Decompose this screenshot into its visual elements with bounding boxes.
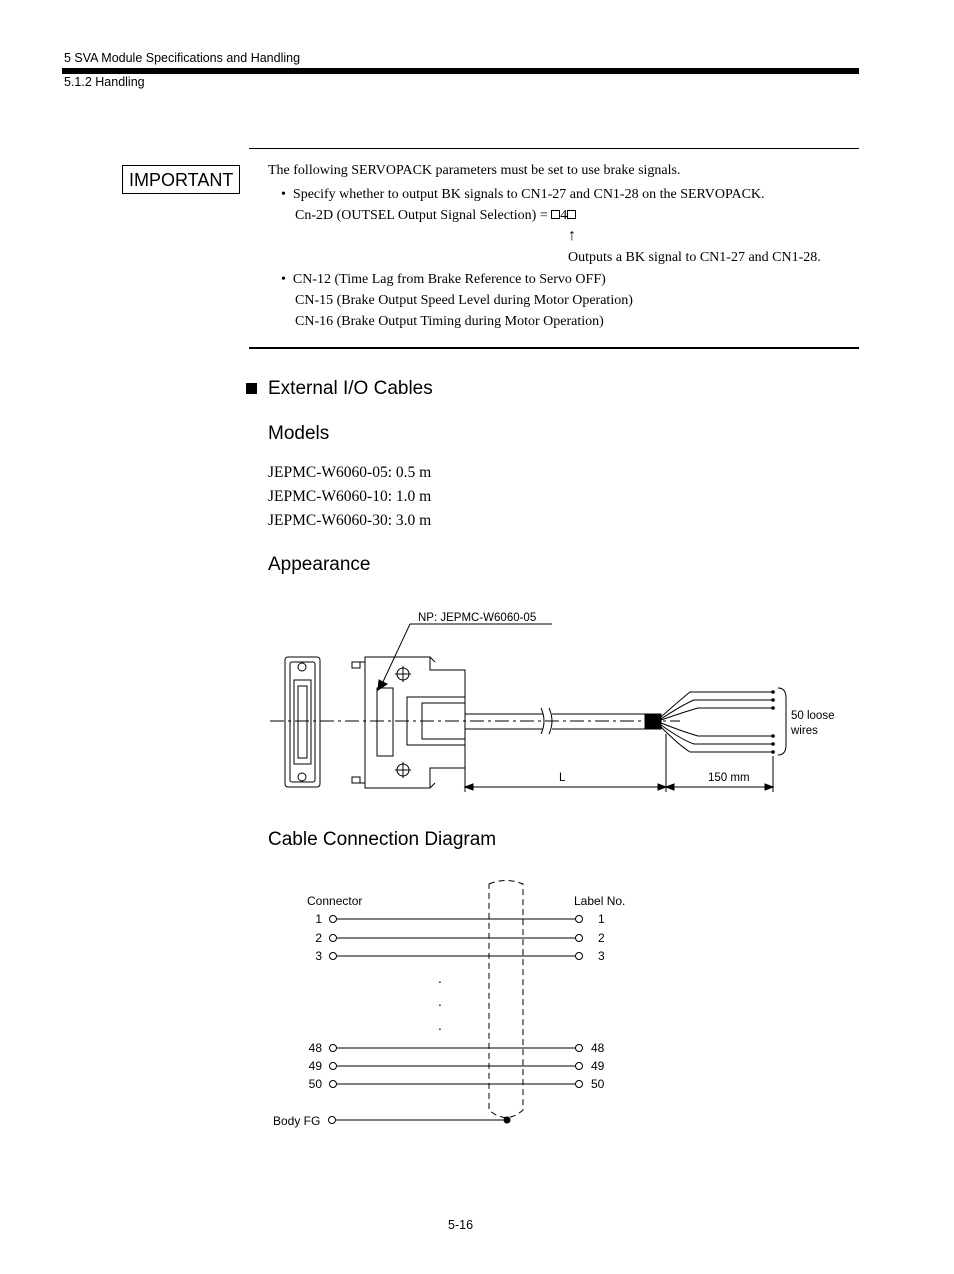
body-fg-terminal	[329, 1117, 336, 1124]
important-bottom-rule	[249, 347, 859, 349]
strip-length-label: 150 mm	[708, 772, 750, 784]
ellipsis-dot: .	[438, 970, 442, 986]
connector-pin: 2	[315, 931, 322, 945]
ellipsis-dot: .	[438, 1017, 442, 1033]
label-number: 49	[591, 1059, 605, 1073]
connector-side-view	[352, 657, 465, 788]
label-number: 48	[591, 1041, 605, 1055]
shield-junction	[504, 1117, 510, 1123]
bullet-mark: •	[281, 272, 286, 287]
loose-wires	[661, 691, 774, 754]
model-item: JEPMC-W6060-10: 1.0 m	[268, 488, 432, 505]
connector-pin: 50	[308, 1077, 322, 1091]
np-label: NP: JEPMC-W6060-05	[418, 612, 537, 624]
label-number: 50	[591, 1077, 605, 1091]
cable-sleeve	[645, 714, 661, 729]
important-intro: The following SERVOPACK parameters must be set to use brake signals.	[268, 163, 681, 178]
connector-pin: 49	[308, 1059, 322, 1073]
page-number: 5-16	[448, 1218, 474, 1232]
wire-rows	[330, 916, 583, 1088]
diagram-heading: Cable Connection Diagram	[268, 829, 497, 850]
np-leader-line	[382, 624, 410, 684]
connector-pin: 1	[315, 912, 322, 926]
important-top-rule	[249, 148, 859, 149]
cn2d-line	[295, 207, 576, 225]
cn15-line: CN-15 (Brake Output Speed Level during Motor Operation)	[295, 293, 633, 308]
connector-end-view	[285, 657, 320, 787]
connection-diagram	[260, 875, 660, 1135]
connector-heading: Connector	[307, 894, 363, 908]
length-label: L	[559, 772, 566, 784]
chapter-title: 5 SVA Module Specifications and Handling	[64, 51, 301, 65]
cn16-line: CN-16 (Brake Output Timing during Motor Operation)	[295, 314, 604, 329]
ellipsis-dot: .	[438, 993, 442, 1009]
loose-wires-label-2: wires	[791, 725, 818, 737]
label-heading: Label No.	[574, 894, 626, 908]
models-heading: Models	[268, 423, 330, 444]
bullet-1-text: Specify whether to output BK signals to CN1-27 and CN1-28 on the SERVOPACK.	[292, 187, 765, 202]
up-arrow-icon: ↑	[568, 227, 576, 244]
placeholder-box-icon	[551, 210, 560, 219]
bullet-1	[281, 186, 765, 204]
model-item: JEPMC-W6060-30: 3.0 m	[268, 512, 432, 529]
label-number: 3	[598, 949, 605, 963]
connector-pin: 48	[308, 1041, 322, 1055]
shield-outline	[489, 881, 523, 1118]
section-title: 5.1.2 Handling	[64, 75, 145, 89]
important-label: IMPORTANT	[122, 165, 240, 194]
bullet-2-text: CN-12 (Time Lag from Brake Reference to Servo OFF)	[292, 272, 606, 287]
bullet-2	[281, 271, 606, 289]
cable-break-mark	[541, 708, 544, 734]
section-heading: External I/O Cables	[268, 378, 433, 399]
cn2d-prefix: Cn-2D (OUTSEL Output Signal Selection) =	[295, 208, 552, 223]
arrow-note: Outputs a BK signal to CN1-27 and CN1-28.	[568, 250, 821, 265]
body-fg-label: Body FG	[273, 1114, 321, 1128]
cable-appearance-drawing	[260, 600, 840, 800]
label-number: 2	[598, 931, 605, 945]
bullet-mark: •	[281, 187, 286, 202]
section-square-icon	[246, 383, 257, 394]
connector-pin: 3	[315, 949, 322, 963]
model-item: JEPMC-W6060-05: 0.5 m	[268, 464, 432, 481]
placeholder-box-icon	[567, 210, 576, 219]
header-rule	[62, 68, 859, 74]
appearance-heading: Appearance	[268, 554, 371, 575]
cn2d-digit: 4	[560, 208, 568, 223]
loose-wires-brace	[778, 688, 786, 755]
label-number: 1	[598, 912, 605, 926]
loose-wires-label-1: 50 loose	[791, 710, 835, 722]
